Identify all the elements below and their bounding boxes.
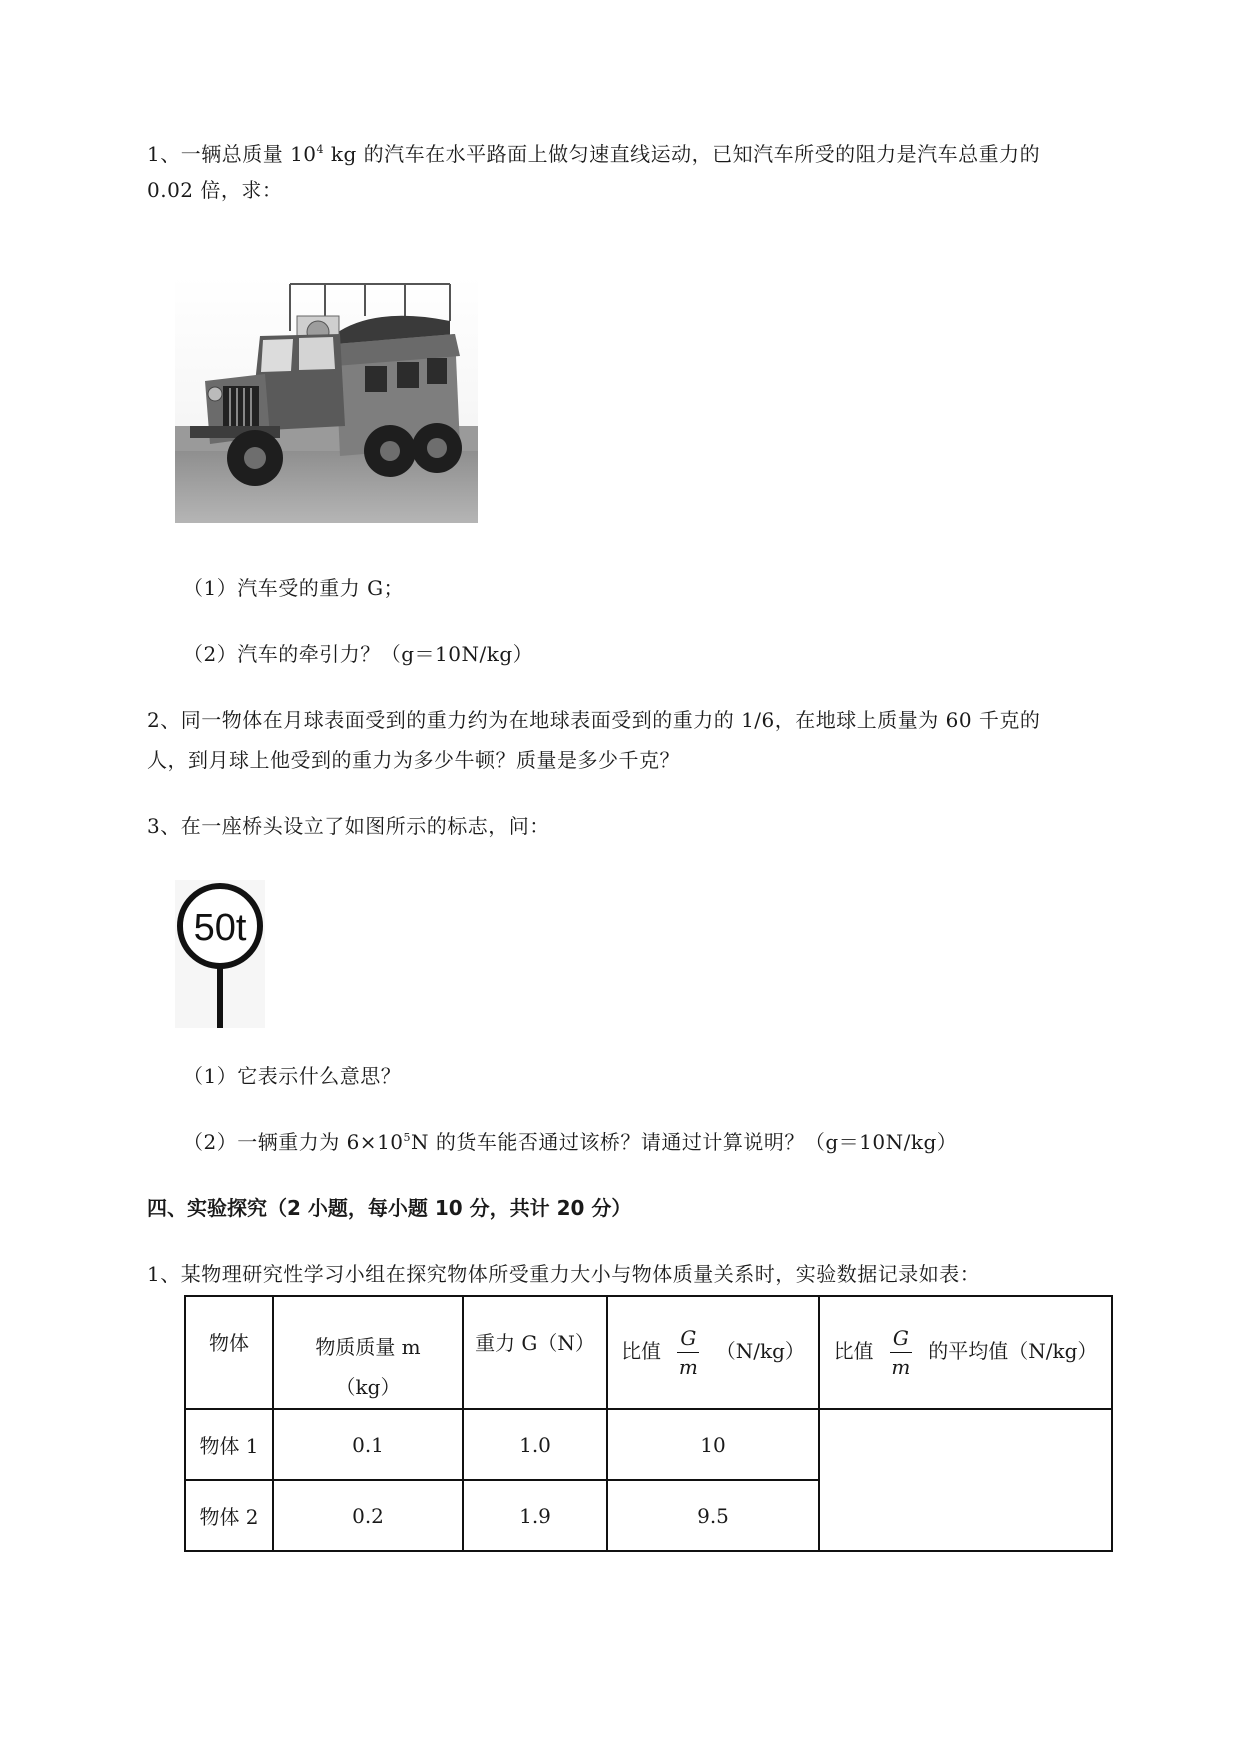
header-object: 物体 xyxy=(185,1296,273,1409)
ratio-fraction: $\frac{G}{m}$ xyxy=(678,1326,698,1379)
q3-sub-1: （1）它表示什么意思？ xyxy=(183,1064,402,1088)
cell-ratio: 10 xyxy=(607,1409,819,1480)
cell-mass: 0.2 xyxy=(273,1480,463,1551)
truck-photo xyxy=(175,276,478,523)
q2-line-1: 2、同一物体在月球表面受到的重力约为在地球表面受到的重力的 1/6，在地球上质量为 60 千克的 xyxy=(147,708,1041,732)
cell-object: 物体 2 xyxy=(185,1480,273,1551)
weight-limit-sign xyxy=(175,880,265,1028)
cell-object: 物体 1 xyxy=(185,1409,273,1480)
data-table xyxy=(184,1295,1113,1552)
cell-ratio: 9.5 xyxy=(607,1480,819,1551)
section-heading: 四、实验探究（2 小题，每小题 10 分，共计 20 分） xyxy=(147,1196,632,1220)
q2-line-2: 人，到月球上他受到的重力为多少牛顿？质量是多少千克？ xyxy=(147,748,680,772)
average-fraction: $\frac{G}{m}$ xyxy=(891,1326,911,1379)
header-ratio-average: 比值 $\frac{G}{m}$ 的平均值（N/kg） xyxy=(819,1296,1112,1409)
cell-average-empty xyxy=(819,1409,1112,1551)
header-mass: 物质质量 m （kg） xyxy=(273,1296,463,1409)
q3-sub-2: （2）一辆重力为 $6\times 10^5N$ 的货车能否通过该桥？请通过计算说明？（g＝10N/kg） xyxy=(183,1130,958,1154)
header-weight: 重力 G（N） xyxy=(463,1296,607,1409)
cell-weight: 1.0 xyxy=(463,1409,607,1480)
q1-sub-1: （1）汽车受的重力 G； xyxy=(183,576,405,600)
q1-line-2: 0.02 倍，求： xyxy=(147,178,283,202)
table-row xyxy=(185,1409,1112,1480)
sign-label: 50t xyxy=(193,907,247,949)
header-ratio: 比值 $\frac{G}{m}$ （N/kg） xyxy=(607,1296,819,1409)
q1-line-1: 1、一辆总质量 $10^4$ kg 的汽车在水平路面上做匀速直线运动，已知汽车所受的阻力是汽车总重力的 xyxy=(147,142,1041,166)
s4-q1-line: 1、某物理研究性学习小组在探究物体所受重力大小与物体质量关系时，实验数据记录如表： xyxy=(147,1262,981,1286)
q1-sub-2: （2）汽车的牵引力？（g＝10N/kg） xyxy=(183,642,534,666)
cell-weight: 1.9 xyxy=(463,1480,607,1551)
table-header-row xyxy=(185,1296,1112,1409)
q3-line-1: 3、在一座桥头设立了如图所示的标志，问： xyxy=(147,814,550,838)
cell-mass: 0.1 xyxy=(273,1409,463,1480)
